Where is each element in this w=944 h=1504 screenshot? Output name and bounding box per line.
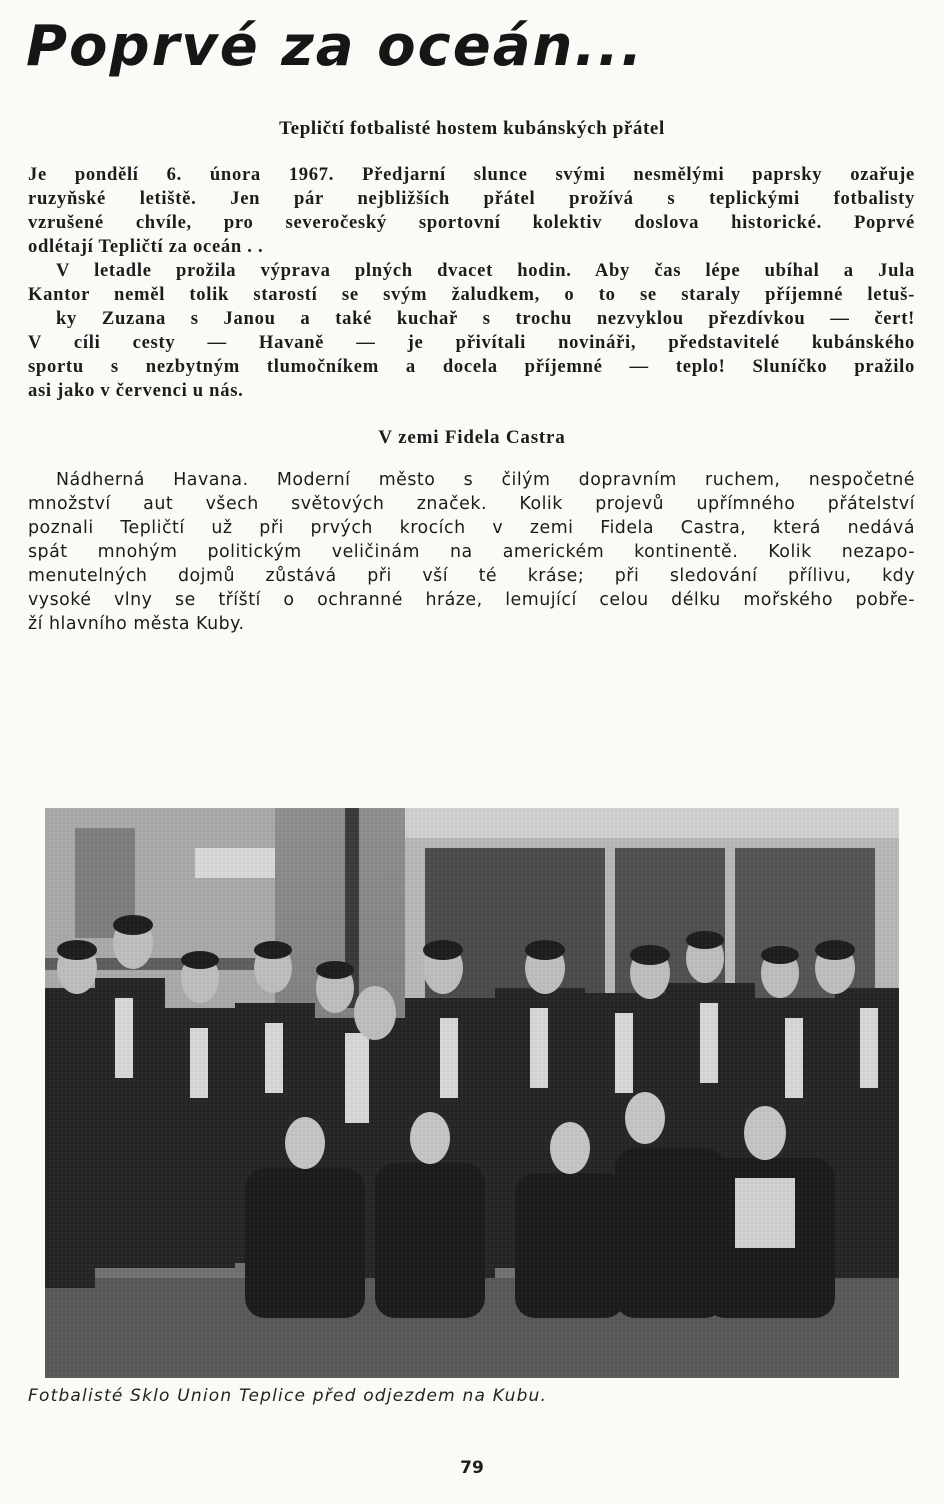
text-line: ží hlavního města Kuby. — [28, 614, 245, 634]
text-line: vzrušené chvíle, pro severočeský sportovní kolektiv doslova historické. Poprvé — [28, 212, 915, 233]
text-line: vysoké vlny se tříští o ochranné hráze, lemující celou délku mořského pobře- — [28, 590, 915, 610]
page-number: 79 — [460, 1458, 484, 1478]
text-line: spát mnohým politickým veličinám na americkém kontinentě. Kolik nezapo- — [28, 542, 915, 562]
text-line: Kantor neměl tolik starostí se svým žaludkem, o to se staraly příjemné letuš- — [28, 284, 915, 305]
article-title: Poprvé za oceán... — [26, 14, 645, 79]
article-subtitle: Tepličtí fotbalisté hostem kubánských přátel — [279, 118, 665, 139]
photo-caption: Fotbalisté Sklo Union Teplice před odjezdem na Kubu. — [28, 1386, 548, 1406]
body-paragraph — [28, 468, 915, 636]
text-line: sportu s nezbytným tlumočníkem a docela příjemné — teplo! Sluníčko pražilo — [28, 356, 915, 377]
team-photo — [45, 808, 899, 1378]
text-line: ruzyňské letiště. Jen pár nejbližších přátel prožívá s teplickými fotbalisty — [28, 188, 915, 209]
text-line: Je pondělí 6. února 1967. Předjarní slunce svými nesmělými paprsky ozařuje — [28, 164, 915, 185]
section-heading: V zemi Fidela Castra — [378, 427, 566, 448]
text-line: menutelných dojmů zůstává při vší té kráse; při sledování přílivu, kdy — [28, 566, 915, 586]
text-line: Nádherná Havana. Moderní město s čilým dopravním ruchem, nespočetné — [56, 470, 915, 490]
text-line: odlétají Tepličtí za oceán . . — [28, 236, 264, 257]
text-line: V cíli cesty — Havaně — je přivítali novináři, představitelé kubánského — [28, 332, 915, 353]
text-line: asi jako v červenci u nás. — [28, 380, 244, 401]
intro-paragraph — [28, 163, 915, 403]
text-line: ky Zuzana s Janou a také kuchař s trochu nezvyklou přezdívkou — čert! — [56, 308, 915, 329]
text-line: V letadle prožila výprava plných dvacet hodin. Aby čas lépe ubíhal a Jula — [56, 260, 915, 281]
team-photo-illustration — [45, 808, 899, 1378]
text-line: poznali Tepličtí už při prvých krocích v zemi Fidela Castra, která nedává — [28, 518, 915, 538]
text-line: množství aut všech světových značek. Kolik projevů upřímného přátelství — [28, 494, 915, 514]
